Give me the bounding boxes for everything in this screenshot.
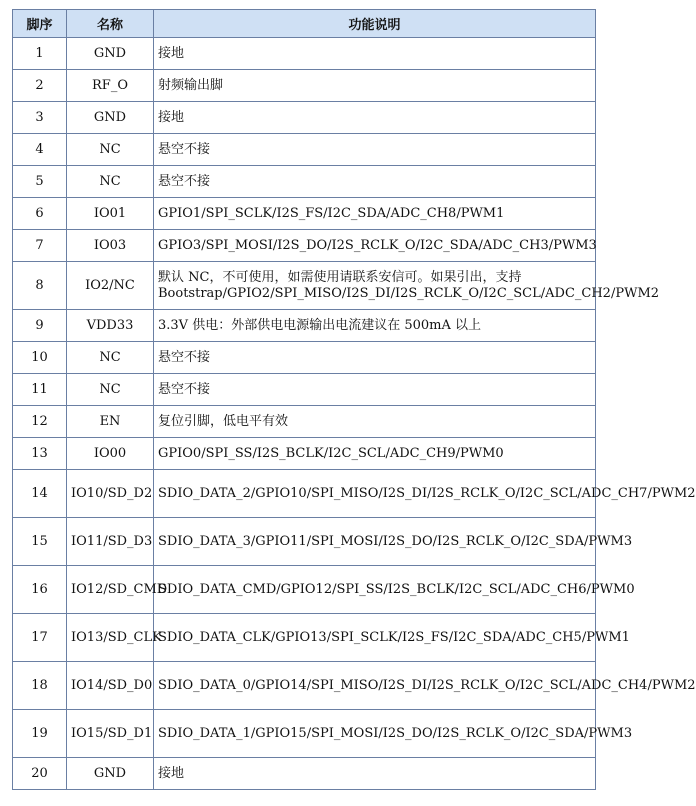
pin-name: IO10/SD_D2 [67,470,154,518]
pin-function: SDIO_DATA_2/GPIO10/SPI_MISO/I2S_DI/I2S_RCLK_O/I2C_SCL/ADC_CH7/PWM2 [154,470,596,518]
pin-function: 悬空不接 [154,166,596,198]
pin-name: IO14/SD_D0 [67,662,154,710]
pin-function: 悬空不接 [154,342,596,374]
table-header-row [13,10,596,38]
pin-name: EN [67,406,154,438]
table-row [13,166,596,198]
table-row [13,758,596,790]
pin-function: SDIO_DATA_CLK/GPIO13/SPI_SCLK/I2S_FS/I2C_SDA/ADC_CH5/PWM1 [154,614,596,662]
pin-number: 11 [13,374,67,406]
table-row [13,470,596,518]
pin-name: IO01 [67,198,154,230]
pin-name: IO03 [67,230,154,262]
table-row [13,662,596,710]
table-row [13,262,596,310]
pin-definition-table [12,9,696,790]
table-row [13,230,596,262]
pin-name: GND [67,38,154,70]
pin-number: 9 [13,310,67,342]
pin-number: 6 [13,198,67,230]
table-row [13,614,596,662]
table-row [13,518,596,566]
pin-function: 悬空不接 [154,134,596,166]
pin-function: SDIO_DATA_CMD/GPIO12/SPI_SS/I2S_BCLK/I2C_SCL/ADC_CH6/PWM0 [154,566,596,614]
pin-name: GND [67,102,154,134]
pin-number: 19 [13,710,67,758]
pin-number: 3 [13,102,67,134]
pin-name: RF_O [67,70,154,102]
pin-name: NC [67,134,154,166]
pin-number: 18 [13,662,67,710]
table-row [13,102,596,134]
table-row [13,70,596,102]
header-name: 名称 [67,10,154,38]
pin-function: 接地 [154,102,596,134]
pin-number: 13 [13,438,67,470]
pin-function: 复位引脚，低电平有效 [154,406,596,438]
table-body [13,38,696,790]
pin-function: SDIO_DATA_1/GPIO15/SPI_MOSI/I2S_DO/I2S_RCLK_O/I2C_SDA/PWM3 [154,710,596,758]
pin-function: 接地 [154,758,596,790]
pin-name: IO15/SD_D1 [67,710,154,758]
pin-function: SDIO_DATA_0/GPIO14/SPI_MISO/I2S_DI/I2S_RCLK_O/I2C_SCL/ADC_CH4/PWM2 [154,662,596,710]
pin-name: VDD33 [67,310,154,342]
pin-number: 12 [13,406,67,438]
pin-number: 8 [13,262,67,310]
table-row [13,310,596,342]
pin-number: 15 [13,518,67,566]
table-row [13,438,596,470]
table-row [13,134,596,166]
header-function: 功能说明 [154,10,596,38]
header-pin: 脚序 [13,10,67,38]
pin-function: 射频输出脚 [154,70,596,102]
pin-number: 16 [13,566,67,614]
pin-function: GPIO1/SPI_SCLK/I2S_FS/I2C_SDA/ADC_CH8/PWM1 [154,198,596,230]
pin-function: SDIO_DATA_3/GPIO11/SPI_MOSI/I2S_DO/I2S_RCLK_O/I2C_SDA/PWM3 [154,518,596,566]
pin-name: GND [67,758,154,790]
table-row [13,406,596,438]
pin-name: NC [67,374,154,406]
table-row [13,710,596,758]
pin-function: 默认 NC，不可使用，如需使用请联系安信可。如果引出，支持 Bootstrap/GPIO2/SPI_MISO/I2S_DI/I2S_RCLK_O/I2C_SCL/ADC_CH2/PWM2 [154,262,596,310]
pin-name: IO2/NC [67,262,154,310]
pin-number: 14 [13,470,67,518]
pin-name: NC [67,166,154,198]
table-row [13,198,596,230]
table-row [13,566,596,614]
pin-number: 17 [13,614,67,662]
pin-name: IO13/SD_CLK [67,614,154,662]
table-row [13,38,596,70]
pin-name: NC [67,342,154,374]
table-row [13,374,596,406]
pin-number: 10 [13,342,67,374]
pin-function: 悬空不接 [154,374,596,406]
pin-number: 2 [13,70,67,102]
pin-function: 3.3V 供电：外部供电电源输出电流建议在 500mA 以上 [154,310,596,342]
pin-number: 5 [13,166,67,198]
pin-function: GPIO0/SPI_SS/I2S_BCLK/I2C_SCL/ADC_CH9/PWM0 [154,438,596,470]
pin-function: 接地 [154,38,596,70]
pin-function: GPIO3/SPI_MOSI/I2S_DO/I2S_RCLK_O/I2C_SDA/ADC_CH3/PWM3 [154,230,596,262]
table-row [13,342,596,374]
pin-name: IO12/SD_CMD [67,566,154,614]
pin-number: 7 [13,230,67,262]
pin-number: 4 [13,134,67,166]
pin-name: IO11/SD_D3 [67,518,154,566]
pin-number: 1 [13,38,67,70]
pin-number: 20 [13,758,67,790]
pin-name: IO00 [67,438,154,470]
